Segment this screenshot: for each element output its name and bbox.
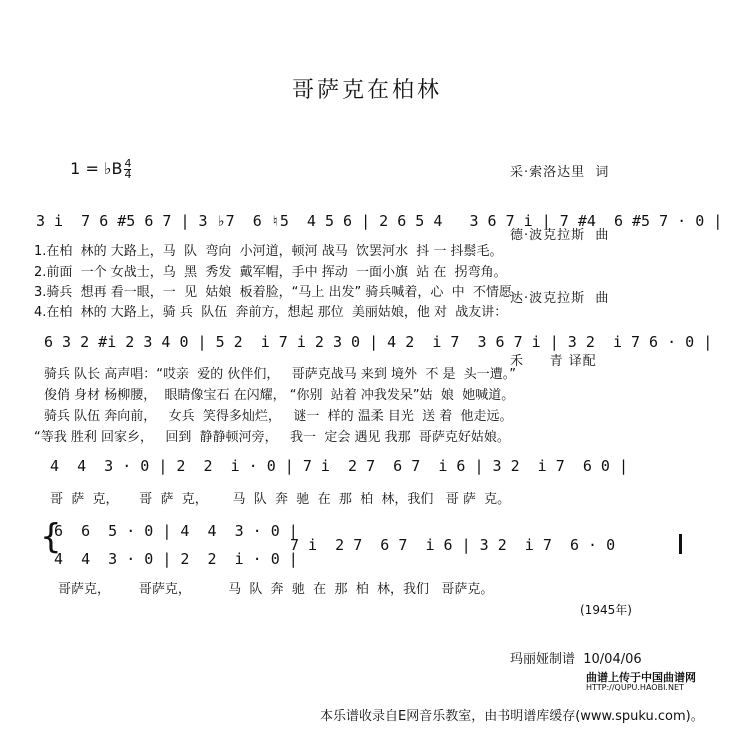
maker-note: 玛丽娅制谱 10/04/06 <box>510 652 642 667</box>
system-2-lyric-2: 俊俏 身材 杨柳腰， 眼睛像宝石 在闪耀， “你别 站着 冲我发呆”姑 娘 她喊道。 <box>44 388 515 403</box>
credit-lyricist: 采·索洛达里 词 <box>510 165 610 180</box>
system-4-notes-right: 7 i 2 7 6 7 i 6 | 3 2 i 7 6 · 0 <box>290 536 616 554</box>
system-1-lyric-4: 4.在柏 林的 大路上，骑 兵 队伍 奔前方，想起 那位 美丽姑娘，他 对 战友讲： <box>34 305 508 320</box>
system-1-notes: 3 i 7 6 #5 6 7 | 3 ♭7 6 ♮5 4 5 6 | 2 6 5 4 3 6 7 i | 7 #4 6 #5 7 · 0 | <box>36 212 723 230</box>
system-4-lyric: 哥萨克， 哥萨克， 马 队 奔 驰 在 那 柏 林，我们 哥萨克。 <box>58 582 494 597</box>
credit-translator: 禾 青 译配 <box>510 354 597 369</box>
final-barline <box>679 534 682 554</box>
year-note: (1945年) <box>580 603 632 617</box>
credit-composer-1: 德·波克拉斯 曲 <box>510 228 610 243</box>
key-text: 1 = ♭B <box>70 159 123 178</box>
credits-block <box>510 120 609 393</box>
credit-composer-2: 达·波克拉斯 曲 <box>510 291 610 306</box>
system-2-lyric-3: 骑兵 队伍 奔向前， 女兵 笑得多灿烂， 谜一 样的 温柔 目光 送 着 他走远。 <box>44 409 513 424</box>
system-4-notes-lower: 4 4 3 · 0 | 2 2 i · 0 | <box>54 550 298 568</box>
system-3-notes: 4 4 3 · 0 | 2 2 i · 0 | 7 i 2 7 6 7 i 6 | 3 2 i 7 6 0 | <box>50 457 628 475</box>
time-sig-bottom: 4 <box>124 168 132 181</box>
footer-source: 本乐谱收录自E网音乐教室，由书明谱库缓存(www.spuku.com)。 <box>320 709 704 724</box>
upload-url: HTTP://QUPU.HAOBI.NET <box>586 683 684 692</box>
system-1-lyric-2: 2.前面 一个 女战士，乌 黑 秀发 戴军帽，手中 挥动 一面小旗 站 在 拐弯角。 <box>34 265 507 280</box>
system-4-brace: { <box>40 517 62 557</box>
system-1-lyric-3: 3.骑兵 想再 看一眼，一 见 姑娘 板着脸，“马上 出发” 骑兵喊着，心 中 不情愿。 <box>34 285 525 300</box>
time-signature <box>124 159 131 180</box>
system-2-lyric-4: “等我 胜利 回家乡， 回到 静静顿河旁， 我一 定会 遇见 我那 哥萨克好姑娘。 <box>34 430 510 445</box>
score-title: 哥萨克在柏林 <box>291 78 442 103</box>
time-sig-top: 4 <box>124 157 132 170</box>
upload-note: 曲谱上传于中国曲谱网 <box>586 671 696 684</box>
key-signature <box>60 140 131 180</box>
system-3-lyric: 哥 萨 克， 哥 萨 克， 马 队 奔 驰 在 那 柏 林，我们 哥 萨 克。 <box>50 492 511 507</box>
system-4-notes-upper: 6 6 5 · 0 | 4 4 3 · 0 | <box>54 522 298 540</box>
system-1-lyric-1: 1.在柏 林的 大路上，马 队 弯向 小河道，顿河 战马 饮罢河水 抖 一 抖鬃毛。 <box>34 244 503 259</box>
system-2-lyric-1: 骑兵 队长 高声唱：“哎亲 爱的 伙伴们， 哥萨克战马 来到 境外 不 是 头一遭。” <box>44 367 516 382</box>
system-2-notes: 6 3 2 #i 2 3 4 0 | 5 2 i 7 i 2 3 0 | 4 2 i 7 3 6 7 i | 3 2 i 7 6 · 0 | <box>44 333 713 351</box>
